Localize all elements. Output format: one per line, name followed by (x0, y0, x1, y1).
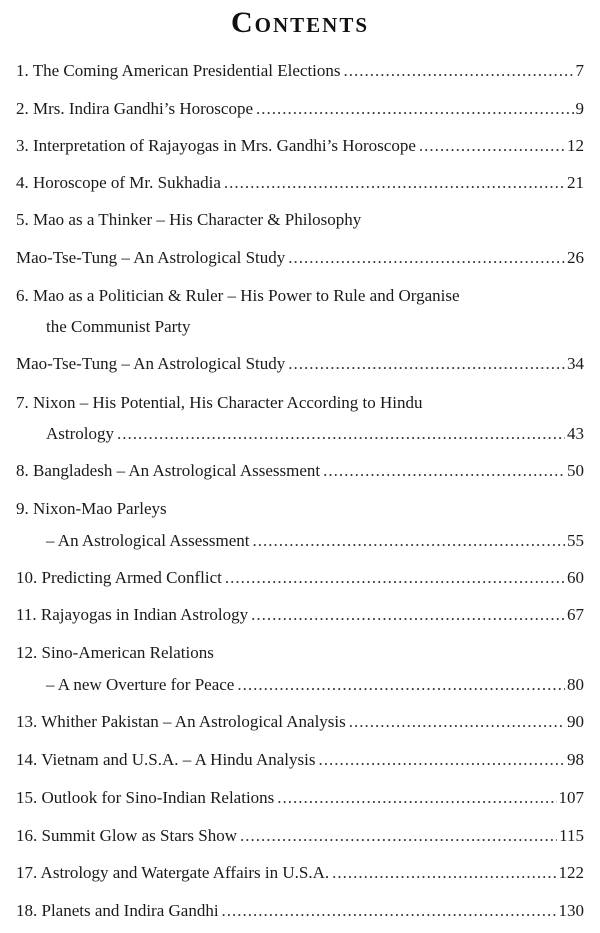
toc-entry (16, 247, 584, 269)
toc-entry-page: 9 (575, 99, 584, 118)
toc-entry-continuation (46, 674, 584, 696)
toc-entry (16, 749, 584, 771)
toc-entry (16, 900, 584, 922)
toc-entry-page: 26 (567, 248, 584, 267)
toc-entry-title: 3. Interpretation of Rajayogas in Mrs. Gandhi’s Horoscope (16, 136, 416, 155)
toc-entry (16, 825, 584, 847)
toc-entry-page: 43 (567, 424, 584, 443)
dot-leader (288, 353, 565, 375)
dot-leader (253, 530, 565, 552)
dot-leader (323, 460, 565, 482)
dot-leader (288, 247, 565, 269)
toc-entry-page: 21 (567, 173, 584, 192)
toc-entry (16, 135, 584, 157)
dot-leader (256, 98, 573, 120)
toc-entry-title: 9. Nixon-Mao Parleys (16, 499, 167, 518)
toc-entry (16, 787, 584, 809)
toc-entry-page: 90 (567, 712, 584, 731)
page-title: Contents (230, 6, 370, 39)
dot-leader (277, 787, 556, 809)
toc-entry-page: 122 (558, 863, 584, 882)
toc-entry-title: 11. Rajayogas in Indian Astrology (16, 605, 249, 624)
dot-leader (349, 711, 565, 733)
toc-entry-page: 50 (567, 461, 584, 480)
toc-entry-title: Astrology (46, 424, 114, 443)
toc-entry-page: 60 (567, 568, 584, 587)
toc-entry-title: Mao-Tse-Tung – An Astrological Study (16, 248, 286, 267)
toc-entry-title: 14. Vietnam and U.S.A. – A Hindu Analysis (16, 750, 316, 769)
toc-entry (16, 460, 584, 482)
toc-entry-title: – An Astrological Assessment (46, 531, 250, 550)
toc-entry (16, 209, 584, 231)
toc-entry (16, 285, 584, 307)
toc-entry-title: 4. Horoscope of Mr. Sukhadia (16, 173, 221, 192)
toc-entry-title: 1. The Coming American Presidential Elections (16, 61, 341, 80)
toc-entry-title: 5. Mao as a Thinker – His Character & Philosophy (16, 210, 362, 229)
toc-entry-continuation (46, 316, 584, 338)
toc-entry-page: 115 (559, 826, 584, 845)
dot-leader (332, 862, 556, 884)
toc-entry-page: 130 (558, 901, 584, 920)
toc-entry-title: – A new Overture for Peace (46, 675, 235, 694)
toc-entry-title: the Communist Party (46, 317, 191, 336)
toc-entry-title: 13. Whither Pakistan – An Astrological Analysis (16, 712, 346, 731)
toc-entry-title: 18. Planets and Indira Gandhi (16, 901, 219, 920)
toc-entry-title: Mao-Tse-Tung – An Astrological Study (16, 354, 286, 373)
toc-entry (16, 172, 584, 194)
toc-entry-page: 7 (575, 61, 584, 80)
toc-entry-page: 12 (567, 136, 584, 155)
toc-entry (16, 711, 584, 733)
dot-leader (117, 423, 565, 445)
toc-entry (16, 642, 584, 664)
toc-entry-title: 8. Bangladesh – An Astrological Assessment (16, 461, 321, 480)
toc-entry-page: 98 (567, 750, 584, 769)
dot-leader (419, 135, 565, 157)
toc-entry (16, 604, 584, 626)
dot-leader (222, 900, 557, 922)
toc-entry-title: 16. Summit Glow as Stars Show (16, 826, 238, 845)
toc-entry (16, 98, 584, 120)
toc-entry-title: 10. Predicting Armed Conflict (16, 568, 222, 587)
toc-entry (16, 353, 584, 375)
dot-leader (225, 567, 565, 589)
toc-entry (16, 392, 584, 414)
toc-entry-title: 17. Astrology and Watergate Affairs in U.S.A. (16, 863, 330, 882)
dot-leader (344, 60, 574, 82)
toc-entry-page: 34 (567, 354, 584, 373)
toc-entry-title: 12. Sino-American Relations (16, 643, 214, 662)
toc-entry-page: 55 (567, 531, 584, 550)
toc-entry-title: 7. Nixon – His Potential, His Character According to Hindu (16, 393, 423, 412)
toc-entry-title: 6. Mao as a Politician & Ruler – His Power to Rule and Organise (16, 286, 460, 305)
toc-entry (16, 498, 584, 520)
dot-leader (318, 749, 565, 771)
toc-entry (16, 60, 584, 82)
dot-leader (237, 674, 565, 696)
toc-entry (16, 567, 584, 589)
toc-entry-continuation (46, 423, 584, 445)
toc-entry-title: 2. Mrs. Indira Gandhi’s Horoscope (16, 99, 254, 118)
dot-leader (251, 604, 565, 626)
toc-entry-page: 107 (558, 788, 584, 807)
toc-entry-page: 67 (567, 605, 584, 624)
dot-leader (240, 825, 557, 847)
toc-entry (16, 862, 584, 884)
dot-leader (224, 172, 565, 194)
toc-entry-title: 15. Outlook for Sino-Indian Relations (16, 788, 275, 807)
toc-entry-continuation (46, 530, 584, 552)
toc-entry-page: 80 (567, 675, 584, 694)
